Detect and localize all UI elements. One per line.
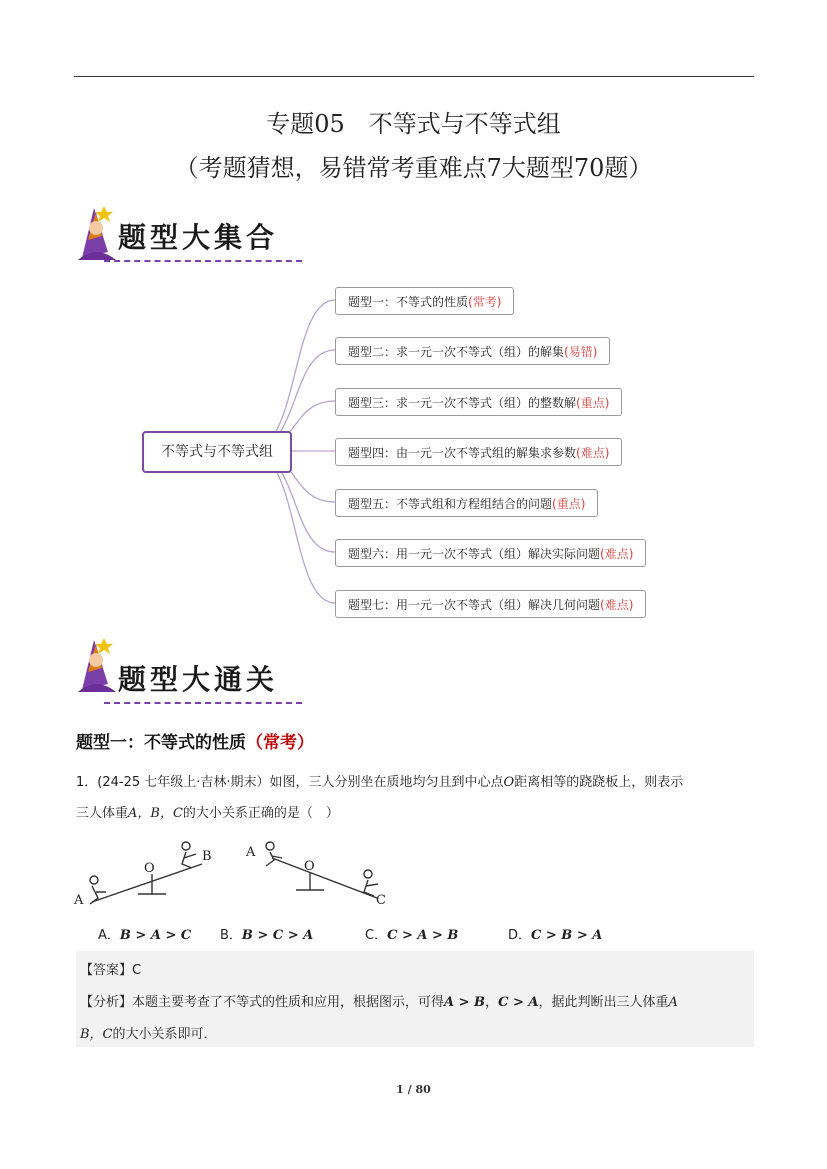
type-tag: (重点)	[576, 396, 610, 410]
fig-left-a: A	[74, 893, 84, 908]
question-text-line2: 三人体重A，B，C的大小关系正确的是（ ）	[76, 806, 339, 821]
type-tag: (难点)	[600, 598, 634, 612]
mindmap-type-5	[335, 489, 598, 517]
page-subtitle: （考题猜想，易错常考重难点7大题型70题）	[174, 154, 653, 182]
type-tag: (常考)	[468, 295, 502, 309]
analysis-line1: 【分析】本题主要考查了不等式的性质和应用，根据图示，可得A > B，C > A，据此判断出三人体重A	[80, 995, 678, 1010]
type-tag: (重点)	[552, 497, 586, 511]
page-number: 1 / 80	[396, 1083, 431, 1096]
section-tag: （常考）	[246, 733, 314, 753]
mindmap-type-4	[335, 438, 622, 466]
type-label: 题型六：用一元一次不等式（组）解决实际问题	[348, 547, 601, 561]
type-label: 题型七：用一元一次不等式（组）解决几何问题	[348, 598, 601, 612]
fig-left-b: B	[202, 849, 212, 864]
type-label: 题型三：求一元一次不等式（组）的整数解	[348, 396, 577, 410]
mindmap-type-6	[335, 539, 646, 567]
mindmap-type-3	[335, 388, 622, 416]
answer-value: C	[132, 963, 142, 978]
fig-right-a: A	[246, 845, 256, 860]
mindmap-type-1	[335, 287, 514, 315]
option-d[interactable]: D．C > B > A	[508, 928, 603, 943]
type-label: 题型五：不等式组和方程组结合的问题	[348, 497, 553, 511]
page-title: 专题05 不等式与不等式组	[266, 110, 561, 138]
type-tag: (难点)	[600, 547, 634, 561]
type-tag: (难点)	[576, 446, 610, 460]
mindmap-type-7	[335, 590, 646, 618]
analysis-line2: B，C的大小关系即可．	[80, 1027, 217, 1042]
section-title: 题型一：不等式的性质（常考）	[76, 733, 314, 753]
type-label: 题型一：不等式的性质	[348, 295, 469, 309]
answer-line: 【答案】C	[80, 963, 142, 978]
banner-practice-title: 题型大通关	[118, 663, 279, 696]
option-c[interactable]: C．C > A > B	[365, 928, 459, 943]
type-label: 题型四：由一元一次不等式组的解集求参数	[348, 446, 577, 460]
seesaw-figure	[72, 838, 402, 918]
fig-left-o: O	[144, 861, 155, 876]
wizard-icon	[74, 632, 120, 694]
banner-practice-underline	[104, 702, 302, 704]
type-label: 题型二：求一元一次不等式（组）的解集	[348, 345, 565, 359]
fig-right-c: C	[376, 893, 386, 908]
point-label: O	[503, 775, 515, 790]
mindmap-root: 不等式与不等式组	[142, 431, 292, 473]
mindmap-type-2	[335, 337, 610, 365]
option-a[interactable]: A．B > A > C	[98, 928, 192, 943]
fig-right-o: O	[304, 859, 315, 874]
question-text-line1: 1．(24-25 七年级上·吉林·期末）如图，三人分别坐在质地均匀且到中心点O距离相等的跷跷板上，则表示	[76, 775, 684, 790]
type-tag: (易错)	[564, 345, 598, 359]
option-b[interactable]: B．B > C > A	[220, 928, 314, 943]
banner-collection-title: 题型大集合	[118, 221, 279, 254]
variables: A，B，C	[128, 806, 183, 821]
